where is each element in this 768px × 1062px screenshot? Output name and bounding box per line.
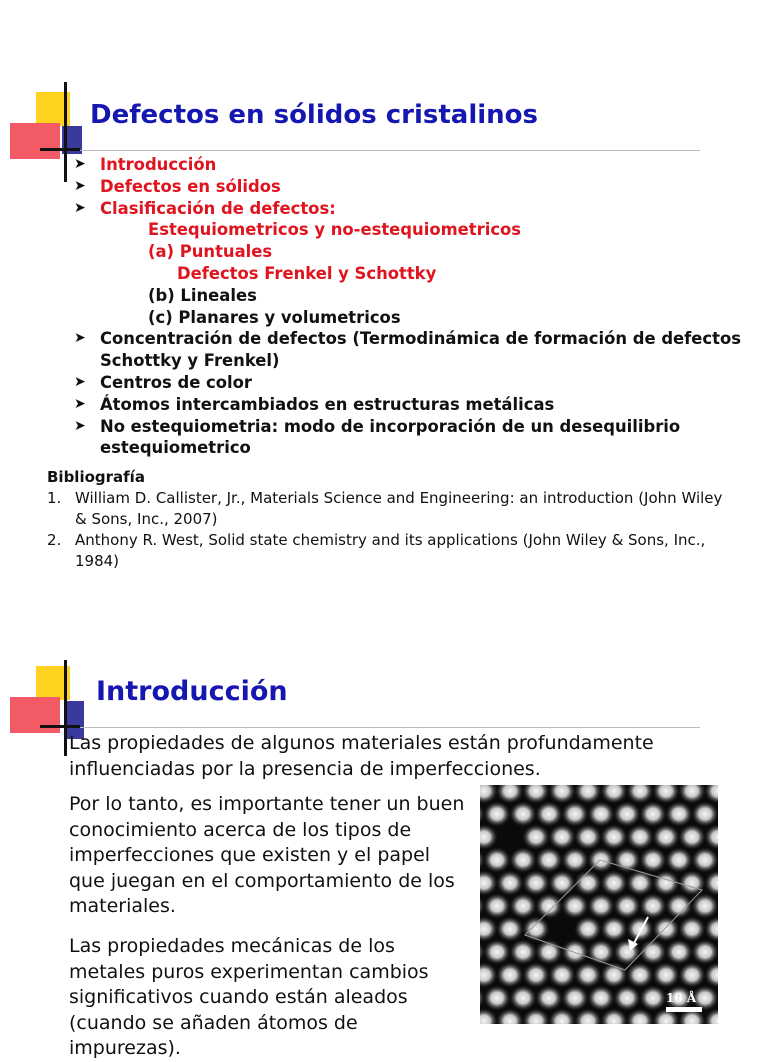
atom-blob — [652, 785, 680, 804]
atom-blob — [561, 985, 589, 1011]
atom-blob — [561, 893, 589, 919]
atom-blob — [600, 824, 628, 850]
atom-blob — [548, 824, 576, 850]
outline-item — [74, 241, 768, 263]
outline-item — [74, 263, 768, 285]
atom-blob — [522, 916, 550, 942]
intro-paragraph-3: Las propiedades mecánicas de los metales puros experimentan cambios significativos cuando están aleados (cuando se añaden átomos de impurezas). — [69, 935, 429, 1059]
outline-item-text: Defectos en sólidos — [100, 176, 281, 196]
outline-item-text: Introducción — [100, 155, 217, 174]
decor-horizontal-line — [40, 150, 700, 151]
atom-blob — [509, 847, 537, 873]
outline-item — [74, 198, 768, 220]
bibliography-heading: Bibliografía — [47, 468, 145, 486]
atom-blob — [613, 893, 641, 919]
arrow-bullet-icon: ➤ — [74, 156, 86, 172]
atom-blob — [678, 962, 706, 988]
atom-blob — [691, 801, 718, 827]
atom-blob — [561, 847, 589, 873]
bibliography-text: Anthony R. West, Solid state chemistry and its applications (John Wiley & Sons, Inc., 1984) — [75, 531, 706, 570]
page-title: Defectos en sólidos cristalinos — [90, 100, 539, 130]
atom-blob — [652, 824, 680, 850]
atom-blob — [574, 785, 602, 804]
atom-blob — [574, 916, 602, 942]
atom-blob — [483, 893, 511, 919]
decor-horizontal-dark-line — [40, 725, 80, 728]
bibliography-text: William D. Callister, Jr., Materials Science and Engineering: an introduction (John Wiley & Sons, Inc., 2007) — [75, 489, 723, 528]
outline-item-text: Centros de color — [100, 372, 252, 392]
atom-blob — [665, 801, 693, 827]
atom-blob — [639, 801, 667, 827]
atom-blob — [480, 962, 498, 988]
decor-horizontal-dark-line — [40, 148, 80, 151]
atom-blob — [483, 847, 511, 873]
atom-blob — [496, 916, 524, 942]
atom-blob — [691, 939, 718, 965]
outline-item-text: No estequiometria: modo de incorporación de un desequilibrio estequiometrico — [100, 416, 681, 458]
atom-blob — [613, 985, 641, 1011]
atom-blob — [613, 801, 641, 827]
scale-bar — [666, 1007, 702, 1012]
atom-blob — [509, 801, 537, 827]
atom-blob — [496, 785, 524, 804]
atom-blob — [561, 801, 589, 827]
atom-blob — [496, 870, 524, 896]
atom-blob — [574, 962, 602, 988]
atom-blob — [626, 824, 654, 850]
atom-blob — [691, 847, 718, 873]
arrow-bullet-icon: ➤ — [74, 199, 86, 216]
atom-blob — [483, 801, 511, 827]
atom-blob — [665, 939, 693, 965]
bibliography-item — [47, 488, 737, 530]
bibliography-item — [47, 530, 737, 572]
atom-blob — [626, 962, 654, 988]
atom-blob — [678, 785, 706, 804]
bibliography-number: 1. — [47, 489, 62, 507]
atom-blob — [704, 916, 718, 942]
outline-item-text: Átomos intercambiados en estructuras metálicas — [100, 394, 555, 414]
outline-list — [74, 154, 768, 459]
atom-blob — [717, 801, 718, 827]
atom-blob — [704, 962, 718, 988]
decor-horizontal-line — [40, 727, 700, 728]
atom-blob — [548, 962, 576, 988]
atom-blob — [613, 939, 641, 965]
atom-blob — [535, 801, 563, 827]
atom-blob — [639, 893, 667, 919]
atom-blob — [522, 785, 550, 804]
atom-blob — [678, 916, 706, 942]
atom-blob — [626, 785, 654, 804]
atom-blob — [678, 824, 706, 850]
atom-blob — [639, 939, 667, 965]
atom-blob — [665, 893, 693, 919]
bibliography-list — [47, 488, 737, 572]
atom-blob — [652, 870, 680, 896]
atom-blob — [717, 939, 718, 965]
outline-item — [74, 307, 768, 329]
outline-item-text: (c) Planares y volumetricos — [148, 307, 401, 327]
atom-blob — [548, 870, 576, 896]
atom-blob — [626, 870, 654, 896]
atom-blob — [522, 962, 550, 988]
lattice-svg — [480, 785, 718, 1024]
outline-item-text: (b) Lineales — [148, 285, 257, 305]
section-title: Introducción — [96, 676, 288, 707]
atom-blob — [639, 985, 667, 1011]
outline-item — [74, 219, 768, 241]
outline-item — [74, 285, 768, 307]
atom-blob — [535, 847, 563, 873]
atom-blob — [587, 801, 615, 827]
decor-vertical-line — [64, 82, 67, 182]
atom-blob — [483, 939, 511, 965]
atom-blob — [522, 870, 550, 896]
arrow-bullet-icon: ➤ — [74, 373, 86, 390]
outline-item — [74, 176, 768, 198]
atom-blob — [717, 893, 718, 919]
atom-blob — [665, 847, 693, 873]
atom-blob — [652, 962, 680, 988]
outline-item — [74, 394, 768, 416]
atom-blob — [717, 847, 718, 873]
atom-blob — [548, 785, 576, 804]
scale-label: 10 Å — [666, 991, 697, 1005]
atom-blob — [704, 870, 718, 896]
decor-red-square — [10, 123, 60, 159]
atom-blob — [509, 893, 537, 919]
arrow-bullet-icon: ➤ — [74, 330, 86, 347]
atom-blob — [587, 893, 615, 919]
atom-blob — [704, 824, 718, 850]
atom-blob — [480, 916, 498, 942]
decor-vertical-line — [64, 660, 67, 756]
atom-blob — [496, 962, 524, 988]
atom-blob — [626, 916, 654, 942]
atom-blob — [480, 870, 498, 896]
atom-blob — [535, 985, 563, 1011]
intro-paragraph-1: Las propiedades de algunos materiales están profundamente influenciadas por la presencia de imperfecciones. — [69, 732, 654, 780]
arrow-bullet-icon: ➤ — [74, 395, 86, 412]
atom-blob — [574, 870, 602, 896]
atom-blob — [678, 870, 706, 896]
outline-item-text: Estequiometricos y no-estequiometricos — [148, 220, 522, 240]
atom-blob — [522, 824, 550, 850]
atom-blob — [509, 985, 537, 1011]
atom-blob — [480, 824, 498, 850]
atom-blob — [509, 939, 537, 965]
outline-item — [74, 372, 768, 394]
outline-item-text: Defectos Frenkel y Schottky — [177, 263, 437, 283]
atom-blob — [535, 893, 563, 919]
atom-blob — [600, 916, 628, 942]
arrow-bullet-icon: ➤ — [74, 177, 86, 194]
bibliography-number: 2. — [47, 531, 62, 549]
outline-item — [74, 154, 768, 176]
intro-paragraph-2: Por lo tanto, es importante tener un buen conocimiento acerca de los tipos de imperfecciones que existen y el papel que juegan en el comportamiento de los materiales. — [69, 793, 465, 917]
outline-item — [74, 328, 768, 372]
atom-blob — [600, 870, 628, 896]
atom-blob — [483, 985, 511, 1011]
atom-blob — [600, 785, 628, 804]
atom-blob — [574, 824, 602, 850]
outline-item-text: (a) Puntuales — [148, 242, 273, 262]
arrow-bullet-icon: ➤ — [74, 417, 86, 434]
outline-item-text: Concentración de defectos (Termodinámica de formación de defectos Schottky y Frenkel) — [100, 329, 741, 371]
atomic-lattice-image — [480, 785, 718, 1024]
atom-blob — [587, 985, 615, 1011]
atom-blob — [639, 847, 667, 873]
outline-item-text: Clasificación de defectos: — [100, 198, 336, 218]
atom-blob — [717, 985, 718, 1011]
outline-item — [74, 416, 768, 460]
atom-blob — [613, 847, 641, 873]
